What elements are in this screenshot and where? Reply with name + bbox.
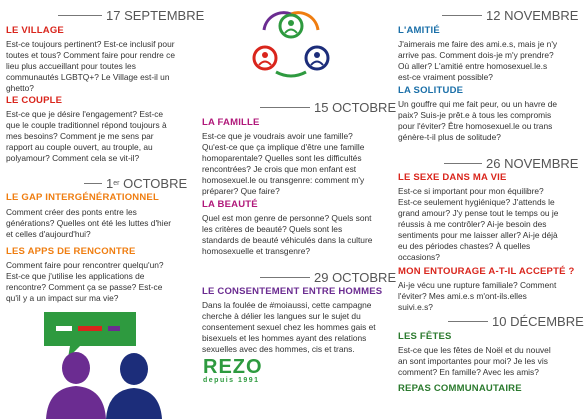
heading-sexe: LE SEXE DANS MA VIE [398,172,507,183]
text-amitie: J'aimerais me faire des ami.e.s, mais je n'y arrive pas. Comment dois-je m'y prendre? Où aller? L'amitié entre homosexuel.le.s est-ce vraiment possible? [398,39,558,82]
heading-repas: REPAS COMMUNAUTAIRE [398,383,522,394]
text-village: Est-ce toujours pertinent? Est-ce inclusif pour toutes et tous? Comment faire pour rendre ce lieu plus accueillant pour toutes les communautés LGBTQ+? Le Village est-il un ghetto? [6,39,175,93]
heading-amitie: L'AMITIÉ [398,25,440,36]
date-12-novembre: 12 NOVEMBRE [442,8,578,23]
heading-solitude: LA SOLITUDE [398,85,464,96]
people-network-icon [246,10,336,82]
text-entourage: Ai-je vécu une rupture familiale? Comment l'éviter? Mes ami.e.s m'ont-ils.elles suivi.e.s? [398,280,557,312]
date-17-septembre: 17 SEPTEMBRE [58,8,204,23]
rezo-logo-sub: depuis 1991 [203,377,260,384]
date-26-novembre: 26 NOVEMBRE [444,156,578,171]
text-sexe: Est-ce si important pour mon équilibre? Est-ce seulement hygiénique? J'attends le grand amour? J'y pense tout le temps ou je réussis à me contrôler? Ai-je besoin des sentiments pour me laisser aller? Ai-je déjà eu des périodes chastes? À quelles occasions? [398,186,559,262]
text-fetes: Est-ce que les fêtes de Noël et du nouvel an sont importantes pour moi? Je les vis comment? En famille? Avec les amis? [398,345,551,377]
heading-beaute: LA BEAUTÉ [202,199,258,210]
text-beaute: Quel est mon genre de personne? Quels sont les critères de beauté? Quels sont les standards de beauté véhiculés dans la culture homosexuelle et transgenre? [202,213,373,256]
text-gap: Comment créer des ponts entre les générations? Quelles ont été les luttes d'hier et celles d'aujourd'hui? [6,207,172,239]
text-famille: Est-ce que je voudrais avoir une famille? Qu'est-ce que ça implique d'être une famille homoparentale? Quelles sont les difficultés rencontrées? Je crois que mon enfant est homosexuel.le ou transgenre: comment m'y préparer? Que faire? [202,131,365,196]
text-couple: Est-ce que je désire l'engagement? Est-ce que le couple traditionnel répond toujours à mes besoins? Comment je me sens par rapport au couple ouvert, au trouple, au polyamour? Comment cela se vit-il? [6,109,167,163]
heading-famille: LA FAMILLE [202,117,260,128]
heading-gap: LE GAP INTERGÉNÉRATIONNEL [6,192,159,203]
heading-village: LE VILLAGE [6,25,64,36]
text-apps: Comment faire pour rencontrer quelqu'un? Est-ce que j'utilise les applications de rencontre? Comment ça se passe? Est-ce qu'il y a un impact sur ma vie? [6,260,164,303]
date-10-decembre: 10 DÉCEMBRE [448,314,584,329]
heading-couple: LE COUPLE [6,95,63,106]
rezo-logo-name: REZO [203,356,263,378]
heading-consentement: LE CONSENTEMENT ENTRE HOMMES [202,286,383,297]
date-29-octobre: 29 OCTOBRE [260,270,396,285]
date-1er-octobre: 1 er OCTOBRE [84,176,187,191]
date-15-octobre: 15 OCTOBRE [260,100,396,115]
two-people-icon [36,352,166,419]
heading-entourage: MON ENTOURAGE A-T-IL ACCEPTÉ ? [398,266,575,277]
heading-fetes: LES FÊTES [398,331,452,342]
heading-apps: LES APPS DE RENCONTRE [6,246,136,257]
text-solitude: Un gouffre qui me fait peur, ou un havre de paix? Suis-je prêt.e à tous les compromis pour l'éviter? Être homosexuel.le ou trans génère-t-il plus de solitude? [398,99,558,142]
text-consentement: Dans la foulée de #moiaussi, cette campagne cherche à délier les langues sur le sujet du consentement sexuel chez les hommes gais et bisexuels et les hommes ayant des relations sexuelles avec des hommes, cis et trans. [202,300,376,354]
rezo-logo [203,357,263,384]
